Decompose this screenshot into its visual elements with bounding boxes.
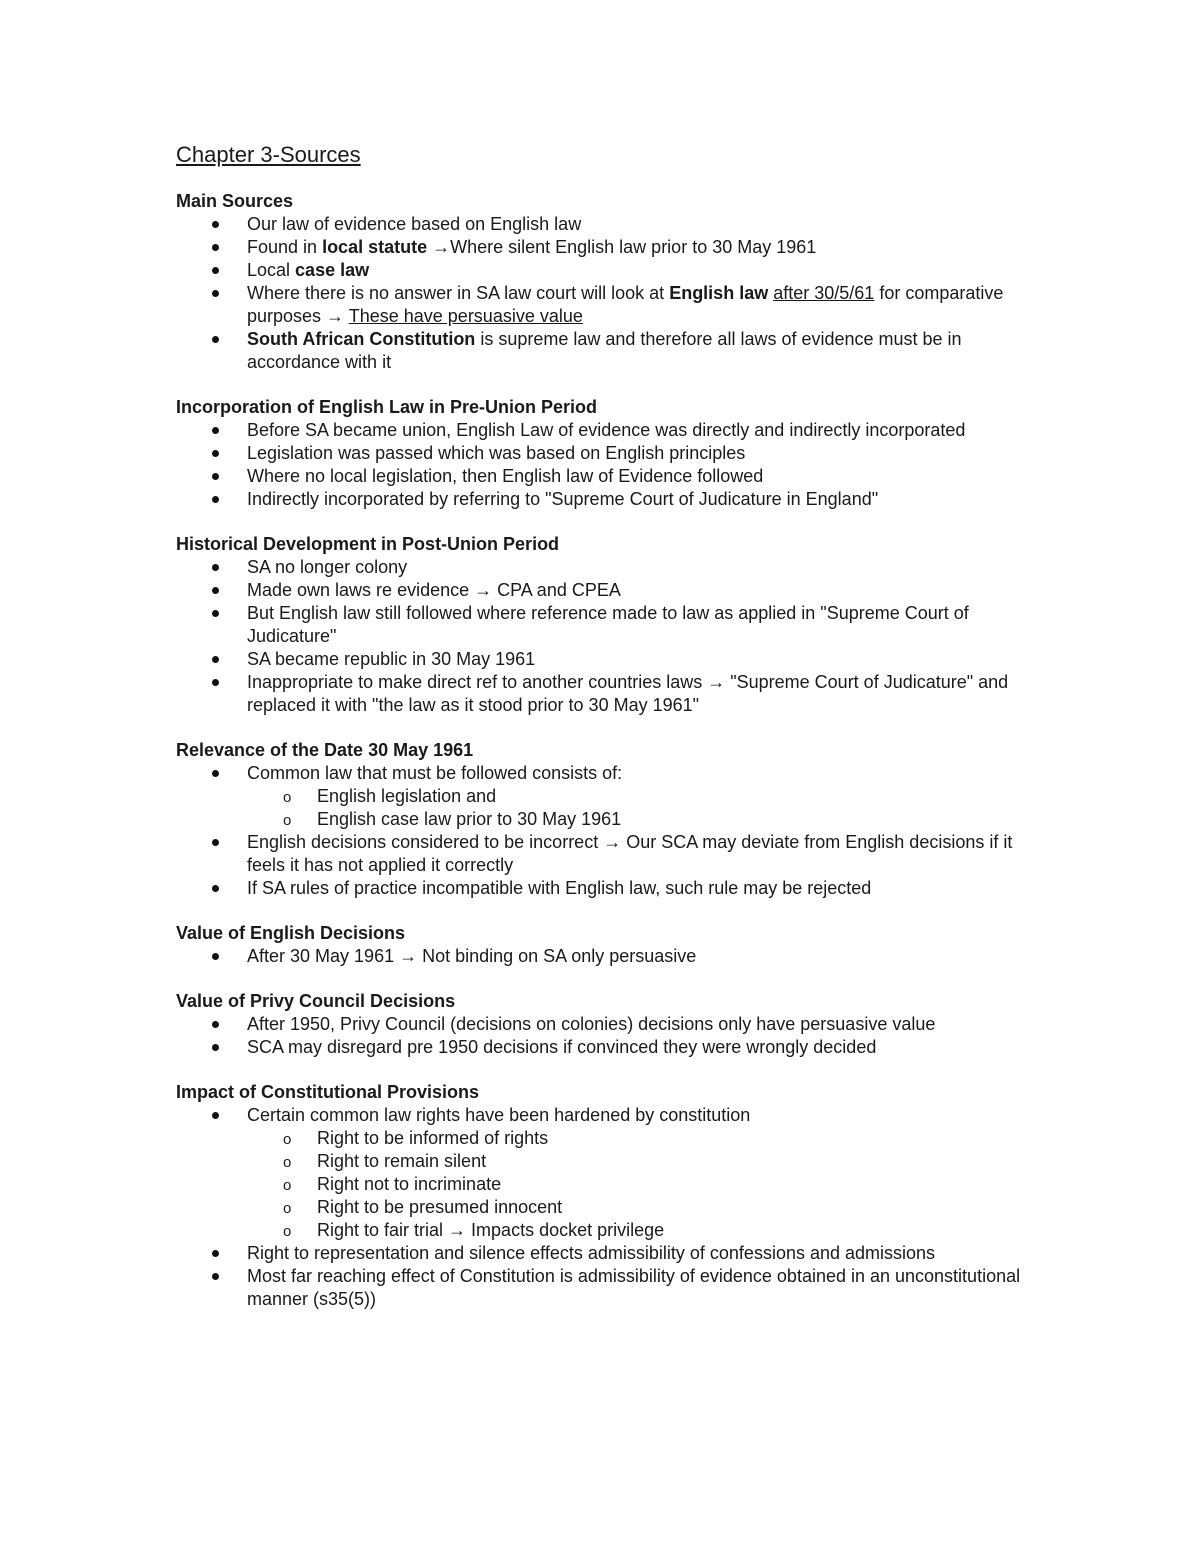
section-heading: Historical Development in Post-Union Period (176, 534, 560, 554)
text-run: for comparative purposes → (247, 283, 1004, 326)
underlined-text: after 30/5/61 (773, 283, 875, 303)
list-item (176, 762, 1026, 831)
sub-item-text: Right to remain silent (317, 1151, 487, 1171)
sub-item-text: Right to be presumed innocent (317, 1197, 563, 1217)
sub-item-text: Right to be informed of rights (317, 1128, 549, 1148)
bullet-icon (212, 564, 219, 571)
section (176, 533, 1026, 717)
text-run: But English law still followed where reference made to law as applied in "Supreme Court of Judicature" (247, 603, 969, 646)
bullet-icon (212, 496, 219, 503)
text-run: Before SA became union, English Law of evidence was directly and indirectly incorporated (247, 420, 966, 440)
bullet-icon (212, 1021, 219, 1028)
text-run: Certain common law rights have been hardened by constitution (247, 1105, 751, 1125)
list-item (176, 1104, 1026, 1242)
bullet-list (176, 419, 1026, 511)
bullet-icon (212, 953, 219, 960)
bullet-icon (212, 290, 219, 297)
text-run: Right to representation and silence effects admissibility of confessions and admissions (247, 1243, 936, 1263)
list-item (176, 1265, 1026, 1311)
bullet-icon (212, 336, 219, 343)
bullet-icon (212, 427, 219, 434)
bullet-icon (212, 885, 219, 892)
bullet-list (176, 762, 1026, 900)
list-item (176, 442, 1026, 465)
list-item (176, 465, 1026, 488)
sub-list-item (176, 1150, 1026, 1173)
text-run: →Where silent English law prior to 30 May 1961 (427, 237, 817, 257)
bullet-icon (212, 1112, 219, 1119)
text-run: English decisions considered to be incorrect → Our SCA may deviate from English decisions if it feels it has not applied it correctly (247, 832, 1013, 875)
list-item (176, 831, 1026, 877)
text-run: If SA rules of practice incompatible with English law, such rule may be rejected (247, 878, 872, 898)
section (176, 922, 1026, 968)
list-item (176, 671, 1026, 717)
sections-container (176, 190, 1026, 1311)
bullet-icon (212, 1250, 219, 1257)
list-item (176, 236, 1026, 259)
text-run: Legislation was passed which was based on English principles (247, 443, 746, 463)
bullet-list (176, 556, 1026, 717)
text-run: Local (247, 260, 296, 280)
bullet-list (176, 1013, 1026, 1059)
list-item (176, 1036, 1026, 1059)
sub-list-item (176, 808, 1026, 831)
bold-text: South African Constitution (247, 329, 476, 349)
section-heading: Impact of Constitutional Provisions (176, 1082, 480, 1102)
sub-list-item (176, 1196, 1026, 1219)
circle-bullet-icon: o (283, 1131, 292, 1148)
bold-text: local statute (322, 237, 428, 257)
section-heading: Value of Privy Council Decisions (176, 991, 456, 1011)
sub-list-item (176, 1173, 1026, 1196)
bullet-icon (212, 610, 219, 617)
circle-bullet-icon: o (283, 1154, 292, 1171)
list-item (176, 282, 1026, 328)
section-heading: Main Sources (176, 191, 294, 211)
list-item (176, 213, 1026, 236)
sub-list-item (176, 1127, 1026, 1150)
list-item (176, 648, 1026, 671)
bullet-icon (212, 244, 219, 251)
underlined-text: These have persuasive value (348, 306, 583, 326)
section (176, 1081, 1026, 1311)
bullet-icon (212, 770, 219, 777)
section-heading: Value of English Decisions (176, 923, 406, 943)
section (176, 190, 1026, 374)
list-item (176, 1013, 1026, 1036)
section (176, 396, 1026, 511)
section (176, 990, 1026, 1059)
bullet-icon (212, 450, 219, 457)
text-run: Most far reaching effect of Constitution is admissibility of evidence obtained in an unconstitutional manner (s35(5)) (247, 1266, 1021, 1309)
sub-list (247, 785, 1026, 831)
list-item (176, 556, 1026, 579)
bullet-list (176, 945, 1026, 968)
bullet-icon (212, 1273, 219, 1280)
circle-bullet-icon: o (283, 1177, 292, 1194)
text-run: is supreme law and therefore all laws of evidence must be in accordance with it (247, 329, 962, 372)
list-item (176, 259, 1026, 282)
list-item (176, 488, 1026, 511)
bullet-icon (212, 656, 219, 663)
text-run: Indirectly incorporated by referring to "Supreme Court of Judicature in England" (247, 489, 879, 509)
bold-text: English law (669, 283, 769, 303)
list-item (176, 1242, 1026, 1265)
text-run: SA became republic in 30 May 1961 (247, 649, 536, 669)
bullet-icon (212, 839, 219, 846)
bullet-icon (212, 267, 219, 274)
section (176, 739, 1026, 900)
text-run: Common law that must be followed consists of: (247, 763, 623, 783)
bullet-icon (212, 473, 219, 480)
sub-list (247, 1127, 1026, 1242)
text-run: Where there is no answer in SA law court will look at (247, 283, 670, 303)
sub-item-text: English legislation and (317, 786, 497, 806)
bullet-icon (212, 221, 219, 228)
sub-item-text: English case law prior to 30 May 1961 (317, 809, 622, 829)
section-heading: Relevance of the Date 30 May 1961 (176, 740, 474, 760)
bullet-icon (212, 679, 219, 686)
document-page (176, 140, 1026, 1333)
circle-bullet-icon: o (283, 1223, 292, 1240)
text-run: Where no local legislation, then English law of Evidence followed (247, 466, 764, 486)
text-run: Inappropriate to make direct ref to another countries laws → "Supreme Court of Judicature" and replaced it with "the law as it stood prior to 30 May 1961" (247, 672, 1009, 715)
text-run: SA no longer colony (247, 557, 408, 577)
text-run: Made own laws re evidence → CPA and CPEA (247, 580, 621, 600)
text-run: After 30 May 1961 → Not binding on SA only persuasive (247, 946, 697, 966)
text-run: SCA may disregard pre 1950 decisions if convinced they were wrongly decided (247, 1037, 877, 1057)
circle-bullet-icon: o (283, 789, 292, 806)
list-item (176, 877, 1026, 900)
text-run: Found in (247, 237, 323, 257)
sub-item-text: Right to fair trial → Impacts docket privilege (317, 1220, 665, 1240)
circle-bullet-icon: o (283, 1200, 292, 1217)
list-item (176, 579, 1026, 602)
list-item (176, 419, 1026, 442)
section-heading: Incorporation of English Law in Pre-Union Period (176, 397, 598, 417)
sub-item-text: Right not to incriminate (317, 1174, 502, 1194)
bullet-list (176, 1104, 1026, 1311)
sub-list-item (176, 1219, 1026, 1242)
bullet-icon (212, 1044, 219, 1051)
sub-list-item (176, 785, 1026, 808)
list-item (176, 945, 1026, 968)
circle-bullet-icon: o (283, 812, 292, 829)
bullet-icon (212, 587, 219, 594)
page-title: Chapter 3-Sources (176, 142, 361, 167)
bold-text: case law (295, 260, 370, 280)
text-run: Our law of evidence based on English law (247, 214, 582, 234)
list-item (176, 328, 1026, 374)
bullet-list (176, 213, 1026, 374)
text-run: After 1950, Privy Council (decisions on colonies) decisions only have persuasive value (247, 1014, 936, 1034)
list-item (176, 602, 1026, 648)
